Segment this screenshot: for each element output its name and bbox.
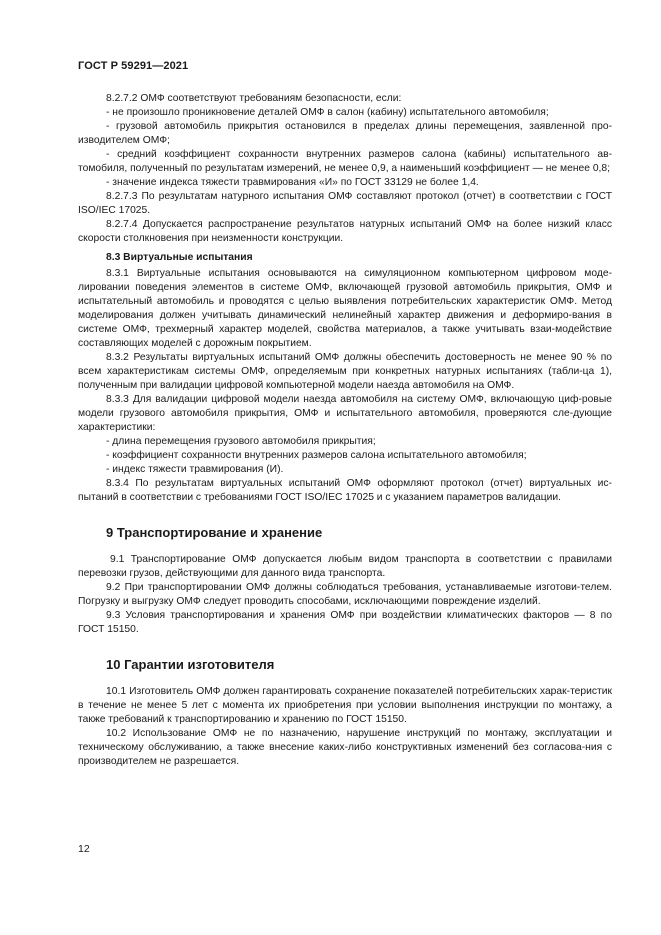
- paragraph-8-3-1: 8.3.1 Виртуальные испытания основываются на симуляционном компьютерном цифровом моде-лировании поведения элементов в системе ОМФ, включающей грузовой автомобиль прикрытия, ОМФ и испытательный автомобиль и проводятся с целью выявления потребительских характеристик ОМФ. Метод моделирования должен учитывать динамический нелинейный характер движения и деформиро-вания в системе ОМФ, трехмерный характер моделей, свойства материалов, а также учитывать взаи-модействие составляющих моделей с дорожным покрытием.: [78, 268, 612, 349]
- paragraph-8-2-7-4: 8.2.7.4 Допускается распространение результатов натурных испытаний ОМФ на более низкий класс скорости столкновения при неизменности конструкции.: [78, 219, 612, 244]
- paragraph-9-3: 9.3 Условия транспортирования и хранения ОМФ при воздействии климатических факторов — 8 по ГОСТ 15150.: [78, 610, 612, 635]
- list-item: - не произошло проникновение деталей ОМФ в салон (кабину) испытательного автомобиля;: [106, 107, 549, 118]
- list-item: - значение индекса тяжести травмирования «И» по ГОСТ 33129 не более 1,4.: [106, 177, 479, 188]
- paragraph-9-2: 9.2 При транспортировании ОМФ должны соблюдаться требования, устанавливаемые изготови-телем. Погрузку и выгрузку ОМФ следует проводить способами, исключающими повреждение изделий.: [78, 582, 612, 607]
- list-item: - длина перемещения грузового автомобиля прикрытия;: [106, 436, 376, 447]
- document-header: ГОСТ Р 59291—2021: [78, 60, 189, 72]
- list-item: - грузовой автомобиль прикрытия остановился в пределах длины перемещения, заявленной про-изводителем ОМФ;: [78, 121, 612, 146]
- list-item: - средний коэффициент сохранности внутренних размеров салона (кабины) испытательного ав-томобиля, полученный по результатам измерений, не менее 0,9, а наименьший коэффициент — не менее 0,8;: [78, 149, 612, 174]
- list-item: - индекс тяжести травмирования (И).: [106, 464, 284, 475]
- page-number: 12: [78, 843, 90, 855]
- list-item: - коэффициент сохранности внутренних размеров салона испытательного автомобиля;: [106, 450, 527, 461]
- paragraph-10-2: 10.2 Использование ОМФ не по назначению, нарушение инструкций по монтажу, эксплуатации и техническому обслуживанию, а также внесение каких-либо конструктивных изменений без согласова-ния с производителем не разрешается.: [78, 728, 612, 767]
- subsection-heading-8-3: 8.3 Виртуальные испытания: [106, 252, 253, 263]
- paragraph-8-2-7-3: 8.2.7.3 По результатам натурного испытания ОМФ составляют протокол (отчет) в соответствии с ГОСТ ISO/IEC 17025.: [78, 191, 612, 216]
- document-body: [78, 92, 612, 769]
- paragraph-8-3-4: 8.3.4 По результатам виртуальных испытаний ОМФ оформляют протокол (отчет) виртуальных ис-пытаний в соответствии с требованиями ГОСТ ISO/IEC 17025 и с указанием параметров валидации.: [78, 478, 612, 503]
- section-heading-10: 10 Гарантии изготовителя: [106, 657, 275, 672]
- paragraph-8-2-7-2: 8.2.7.2 ОМФ соответствуют требованиям безопасности, если:: [106, 93, 402, 104]
- paragraph-8-3-2: 8.3.2 Результаты виртуальных испытаний ОМФ должны обеспечить достоверность не менее 90 % по всем характеристикам системы ОМФ, определяемым при конкретных натурных испытаниях (табли-ца 1), полученным при валидации цифровой компьютерной модели наезда автомобиля на ОМФ.: [78, 352, 612, 391]
- paragraph-10-1: 10.1 Изготовитель ОМФ должен гарантировать сохранение показателей потребительских харак-теристик в течение не менее 5 лет с момента их приобретения при условии выполнения инструкции по монтажу, а также требований к транспортированию и хранению по ГОСТ 15150.: [78, 686, 612, 725]
- paragraph-9-1: 9.1 Транспортирование ОМФ допускается любым видом транспорта в соответствии с правилами перевозки грузов, действующими для данного вида транспорта.: [78, 554, 612, 579]
- paragraph-8-3-3: 8.3.3 Для валидации цифровой модели наезда автомобиля на систему ОМФ, включающую циф-ровые модели грузового автомобиля прикрытия, ОМФ и испытательного автомобиля, проверяются сле-дующие характеристики:: [78, 394, 612, 433]
- section-heading-9: 9 Транспортирование и хранение: [106, 525, 323, 540]
